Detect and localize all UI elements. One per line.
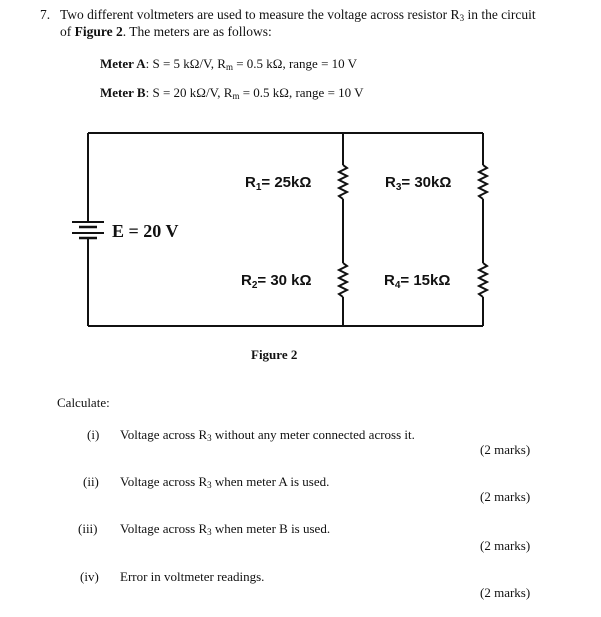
part-iii-text: Voltage across R3 when meter B is used. <box>120 521 331 537</box>
r1-resistor-symbol <box>339 165 347 199</box>
r3-resistor-symbol <box>479 165 487 199</box>
calculate-label: Calculate: <box>57 395 110 410</box>
question-number: 7. <box>40 7 51 22</box>
battery-symbol <box>72 222 104 238</box>
part-ii-text: Voltage across R3 when meter A is used. <box>120 474 330 490</box>
question-line-1: Two different voltmeters are used to measure the voltage across resistor R3 in the circuit <box>60 7 536 23</box>
r4-resistor-symbol <box>479 263 487 297</box>
part-i-marks: (2 marks) <box>480 442 531 457</box>
question-line-2: of Figure 2. The meters are as follows: <box>60 24 272 39</box>
part-i-number: (i) <box>87 427 100 442</box>
source-label: E = 20 V <box>112 221 179 241</box>
part-ii-number: (ii) <box>83 474 99 489</box>
part-iv-marks: (2 marks) <box>480 585 531 600</box>
part-iii-marks: (2 marks) <box>480 538 531 553</box>
r2-label: $R_2= 30$ kΩ <box>241 272 312 291</box>
r2-resistor-symbol <box>339 263 347 297</box>
part-i-text: Voltage across R3 without any meter connected across it. <box>120 427 415 443</box>
meter-b-spec: Meter B: S = 20 kΩ/V, Rm = 0.5 kΩ, range = 10 V <box>100 85 364 101</box>
r4-label: $R_4= 15k\Omega$ <box>384 272 451 291</box>
r3-label: $R_3= 30k\Omega$ <box>385 174 452 193</box>
part-iii-number: (iii) <box>78 521 98 536</box>
r1-label: $R_1= 25k\Omega$ <box>245 174 312 193</box>
part-ii-marks: (2 marks) <box>480 489 531 504</box>
meter-a-spec: Meter A: S = 5 kΩ/V, Rm = 0.5 kΩ, range = 10 V <box>100 56 358 72</box>
figure-caption: Figure 2 <box>251 347 298 362</box>
part-iv-text: Error in voltmeter readings. <box>120 569 265 584</box>
part-iv-number: (iv) <box>80 569 99 584</box>
